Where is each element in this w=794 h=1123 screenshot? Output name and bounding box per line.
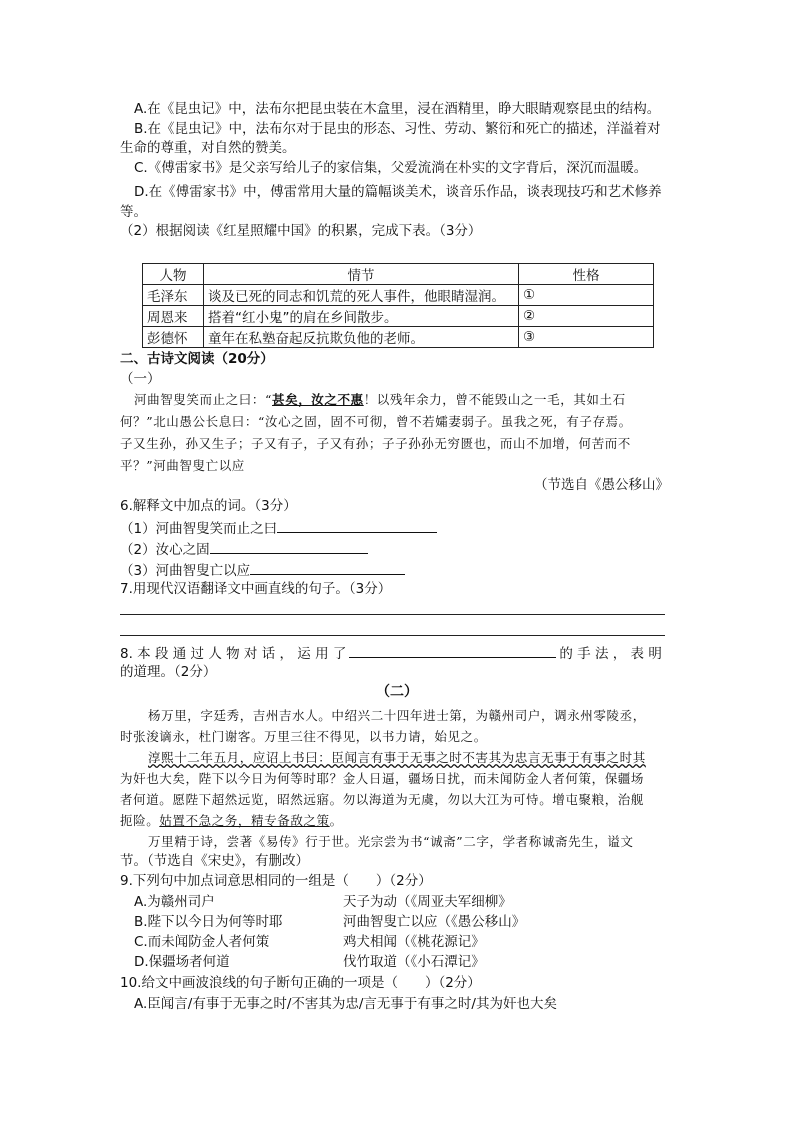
source-1: （节选自《愚公移山》 [534,477,669,493]
question-6: 6.解释文中加点的词。（3分） [120,498,297,514]
option-d-cont: 等。 [120,204,147,220]
cell-person: 周恩来 [143,306,204,327]
characters-table [142,263,654,348]
header-plot: 情节 [204,264,519,285]
part-label-2: （二） [376,684,418,700]
answer-blank[interactable] [277,518,437,533]
question-5-2: （2）根据阅读《红星照耀中国》的积累，完成下表。（3分） [120,223,482,239]
table-row [143,306,654,327]
answer-line[interactable] [120,614,665,615]
passage-2-line: 扼险。姑置不急之务，精专备敌之策。 [120,813,343,828]
q9-option-right: 河曲智叟亡以应（《愚公移山》 [343,914,526,930]
cell-plot: 谈及已死的同志和饥荒的死人事件，他眼睛湿润。 [204,285,519,306]
passage-2-line [148,749,646,767]
q9-option-left: D.保疆场者何道 [134,954,230,970]
passage-2-line: 节。（节选自《宋史》，有删改） [120,853,309,869]
q10-option-a: A.臣闻言/有事于无事之时/不害其为忠/言无事于有事之时/其为奸也大矣 [134,996,557,1012]
cell-character: ② [519,306,654,327]
header-person: 人物 [143,264,204,285]
passage-2-line: 杨万里，字廷秀，吉州吉水人。中绍兴二十四年进士第，为赣州司户，调永州零陵丞， [148,708,646,723]
q6-item-3: （3）河曲智叟亡以应 [120,560,405,580]
underlined-sentence: 甚矣，汝之不惠 [272,392,364,407]
header-character: 性格 [519,264,654,285]
cell-character: ① [519,285,654,306]
cell-plot: 童年在私塾奋起反抗欺负他的老师。 [204,327,519,348]
q6-item-2: （2）汝心之固 [120,539,368,559]
option-a: A.在《昆虫记》中，法布尔把昆虫装在木盒里，浸在酒精里，睁大眼睛观察昆虫的结构。 [134,101,661,117]
passage-2-line: 为奸也大矣，陛下以今日为何等时耶？金人日逼，疆场日扰，而未闻防金人者何策，保疆场 [120,771,645,786]
question-8-cont: 的道理。（2分） [120,664,217,680]
question-9: 9.下列句中加点词意思相同的一组是（ ）（2分） [120,873,432,889]
table-row [143,285,654,306]
cell-character: ③ [519,327,654,348]
table-header-row [143,264,654,285]
question-10: 10.给文中画波浪线的句子断句正确的一项是（ ）（2分） [120,975,481,991]
section-title: 二、古诗文阅读（20分） [120,351,274,367]
q6-item-1: （1）河曲智叟笑而止之曰 [120,518,437,538]
option-b: B.在《昆虫记》中，法布尔对于昆虫的形态、习性、劳动、繁衍和死亡的描述，洋溢着对 [134,121,661,137]
answer-blank[interactable] [250,560,405,575]
passage-1-line: 河曲智叟笑而止之曰：“甚矣，汝之不惠！以残年余力，曾不能毁山之一毛，其如土石 [134,392,626,407]
passage-2-line: 万里精于诗，尝著《易传》行于世。光宗尝为书“诚斋”二字，学者称诚斋先生，谥文 [148,834,634,849]
q9-option-left: C.而未闻防金人者何策 [134,934,270,950]
q9-option-left: A.为赣州司户 [134,894,215,910]
cell-person: 毛泽东 [143,285,204,306]
answer-blank[interactable] [349,643,556,658]
option-c: C.《傅雷家书》是父亲写给儿子的家信集，父爱流淌在朴实的文字背后，深沉而温暖。 [134,160,648,176]
cell-plot: 搭着“红小鬼”的肩在乡间散步。 [204,306,519,327]
q9-option-right: 鸡犬相闻（《桃花源记》 [343,934,485,950]
option-b-cont: 生命的尊重，对自然的赞美。 [120,140,296,156]
part-label-1: （一） [120,371,161,387]
passage-1-line: 子又生孙，孙又生子；子又有子，子又有孙；子子孙孙无穷匮也，而山不加增，何苦而不 [120,436,631,451]
passage-1-line: 平？”河曲智叟亡以应 [120,458,245,473]
cell-person: 彭德怀 [143,327,204,348]
passage-2-line: 者何道。愿陛下超然远览，昭然远寤。勿以海道为无虞，勿以大江为可恃。增屯聚粮，治舰 [120,792,645,807]
question-7: 7.用现代汉语翻译文中画直线的句子。（3分） [120,581,392,597]
answer-line[interactable] [120,635,665,636]
question-8: 8. 本 段 通 过 人 物 对 话 ， 运 用 了 的 手 法 ， 表 明 [120,643,662,663]
option-d: D.在《傅雷家书》中，傅雷常用大量的篇幅谈美术，谈音乐作品，谈表现技巧和艺术修养 [134,184,662,200]
answer-blank[interactable] [210,539,368,554]
q9-option-left: B.陛下以今日为何等时耶 [134,914,283,930]
table-row [143,327,654,348]
passage-2-line: 时张浚谪永，杜门谢客。万里三往不得见，以书力请，始见之。 [120,729,487,744]
wavy-sentence: 淳熙十二年五月，应诏上书曰：臣闻言有事于无事之时不害其为忠言无事于有事之时其 [148,750,646,765]
q9-option-right: 天子为动（《周亚夫军细柳》 [343,894,512,910]
passage-1-line: 何？”北山愚公长息曰：“汝心之固，固不可彻，曾不若孀妻弱子。虽我之死，有子存焉。 [120,414,632,429]
underlined-sentence: 姑置不急之务，精专备敌之策 [159,813,330,828]
q9-option-right: 伐竹取道（《小石潭记》 [343,954,485,970]
